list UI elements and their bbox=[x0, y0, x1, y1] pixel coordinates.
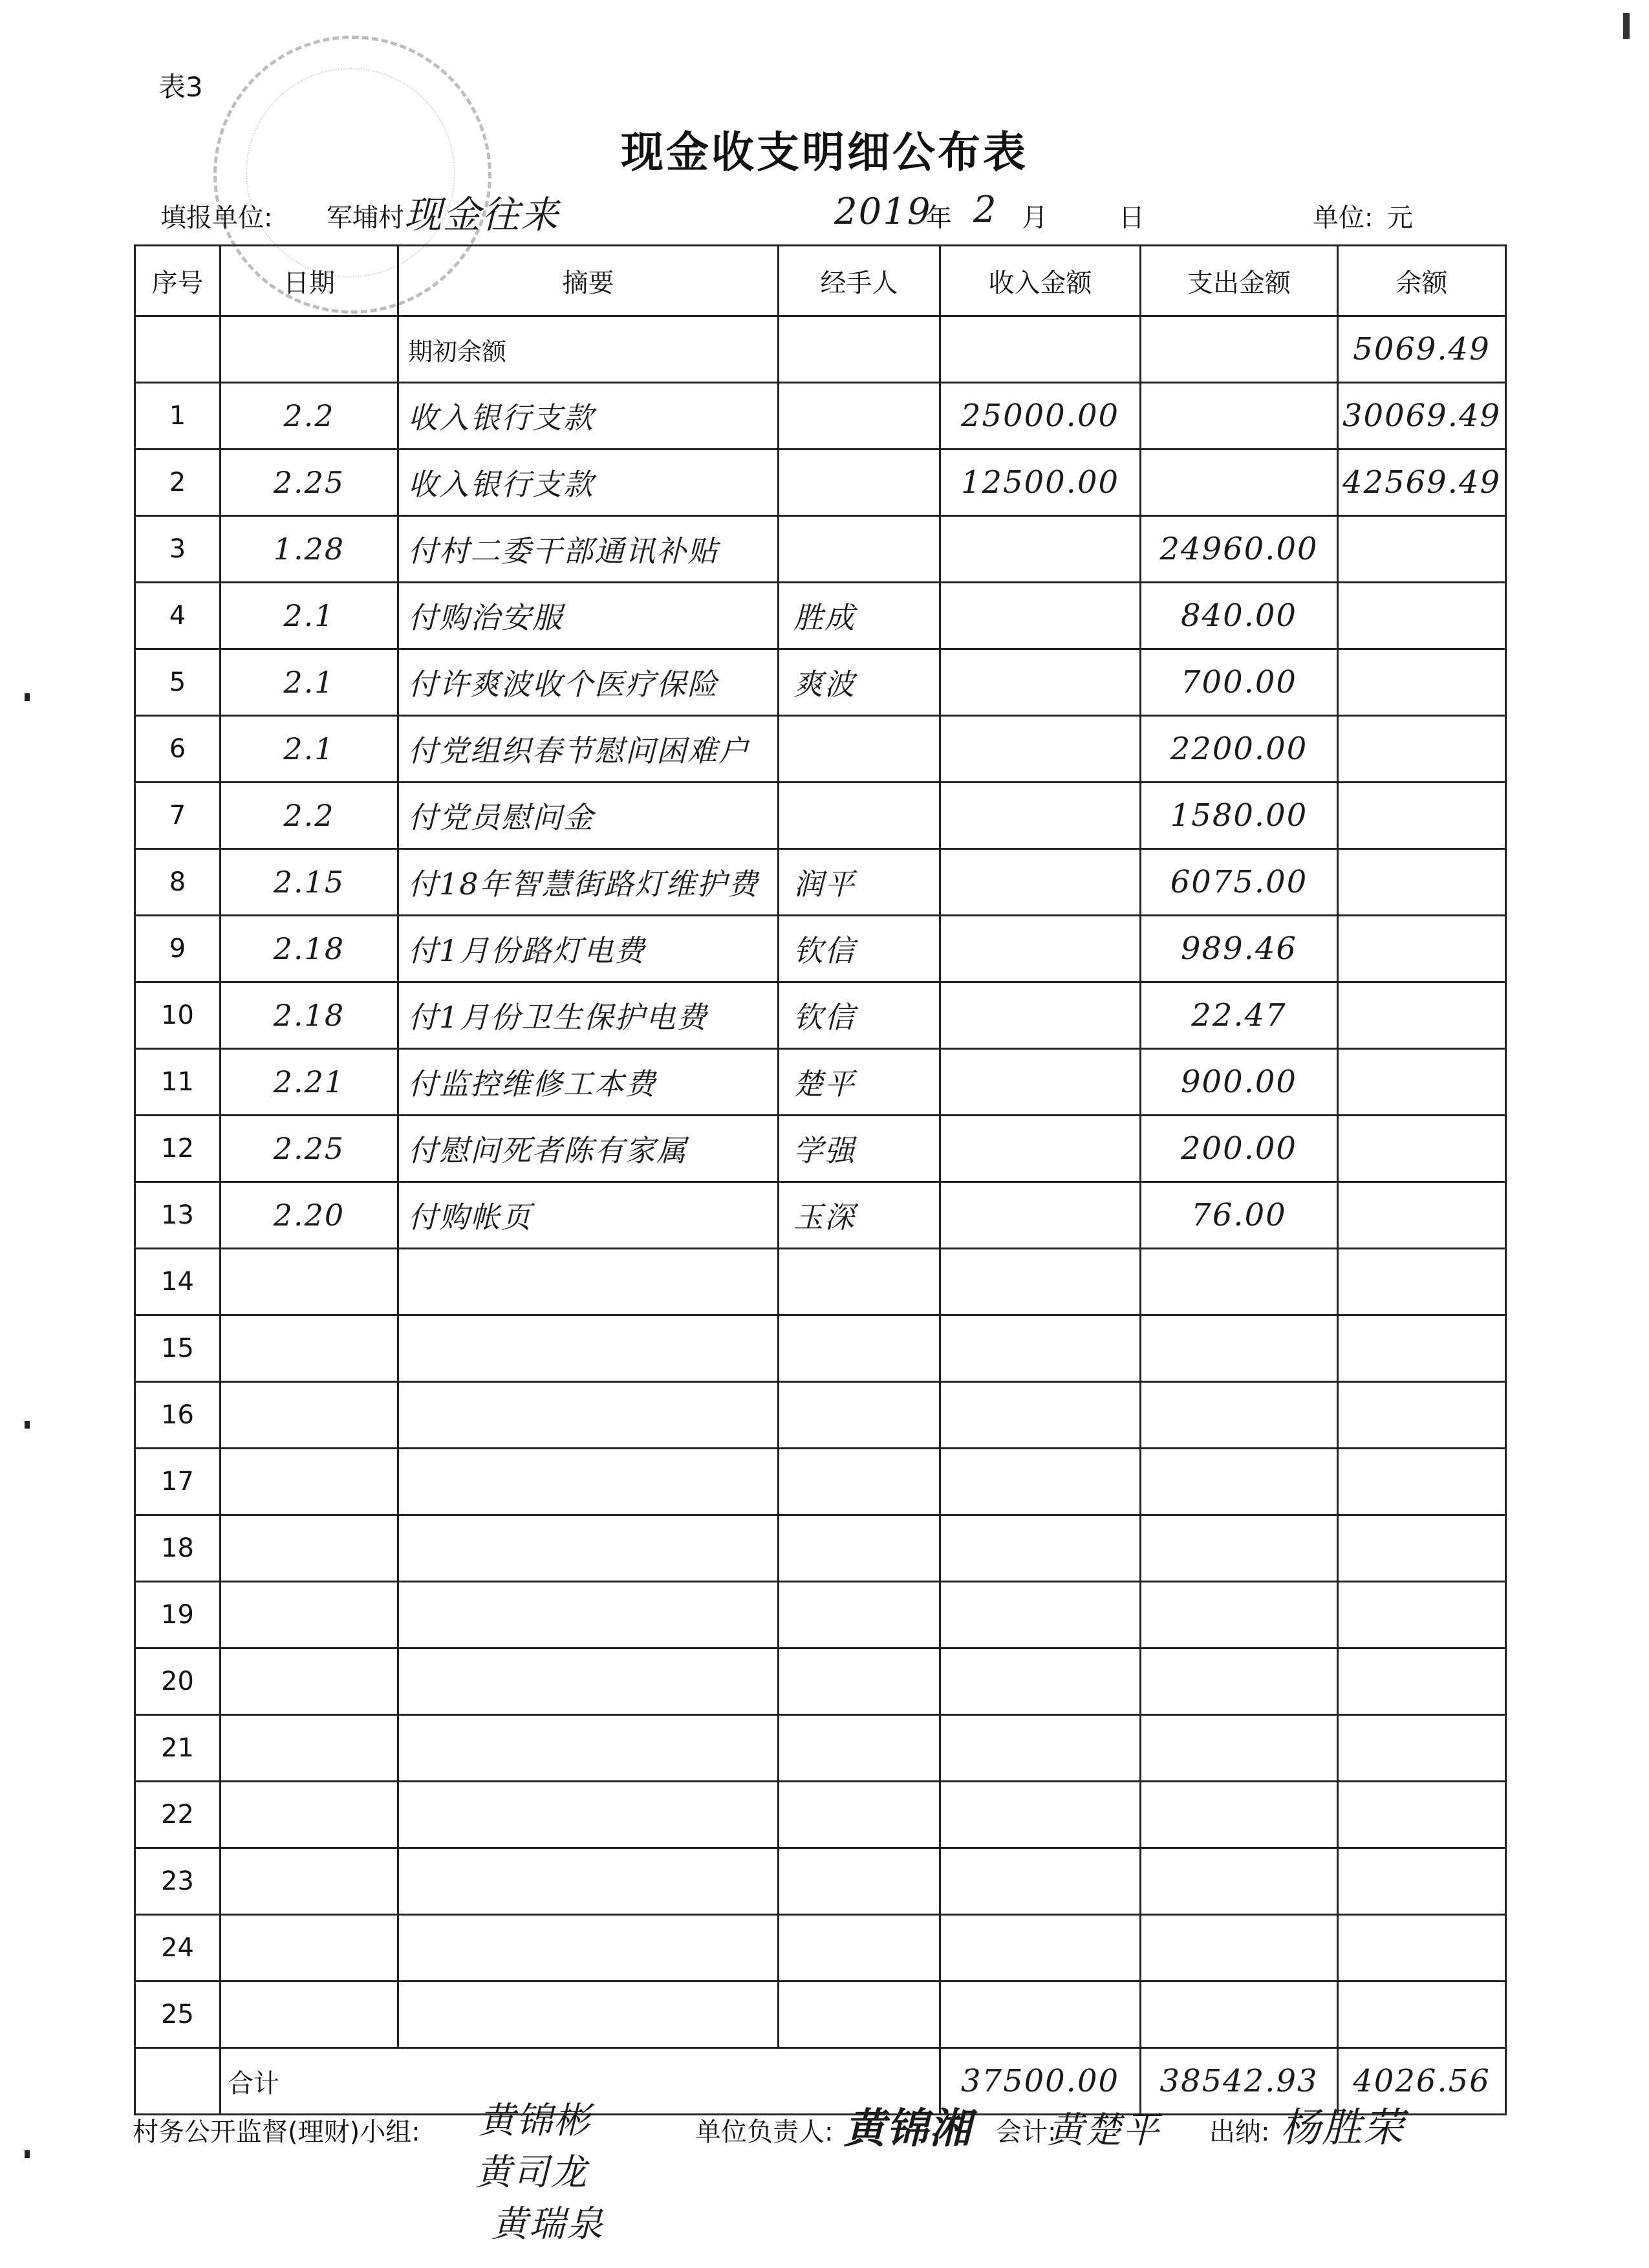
table-row bbox=[135, 1515, 1506, 1582]
cell-no: 16 bbox=[135, 1382, 221, 1449]
cell-date bbox=[221, 1715, 398, 1782]
cell-balance bbox=[1338, 1648, 1506, 1715]
cell-income bbox=[940, 316, 1141, 383]
cell-income bbox=[940, 1782, 1141, 1848]
cell-balance bbox=[1338, 1249, 1506, 1315]
month-value: 2 bbox=[973, 189, 998, 231]
cell-summary bbox=[398, 1648, 779, 1715]
cell-summary: 付党员慰问金 bbox=[398, 783, 779, 849]
cell-summary bbox=[398, 1382, 779, 1449]
cell-balance bbox=[1338, 1915, 1506, 1982]
reporting-unit-label: 填报单位: bbox=[160, 203, 273, 233]
cell-no: 15 bbox=[135, 1315, 221, 1382]
cell-no: 5 bbox=[135, 649, 221, 716]
cell-balance bbox=[1338, 1982, 1506, 2048]
cell-date: 1.28 bbox=[221, 516, 398, 583]
cell-handler bbox=[779, 1315, 940, 1382]
cell-handler bbox=[779, 1782, 940, 1848]
cell-no: 11 bbox=[135, 1049, 221, 1116]
cell-date bbox=[221, 1582, 398, 1648]
cell-handler: 胜成 bbox=[779, 583, 940, 649]
cell-no: 6 bbox=[135, 716, 221, 783]
cell-expense bbox=[1141, 1648, 1338, 1715]
opening-summary: 期初余额 bbox=[398, 316, 779, 383]
cell-date: 2.18 bbox=[221, 982, 398, 1049]
cell-balance bbox=[1338, 649, 1506, 716]
cell-handler bbox=[779, 1915, 940, 1982]
cell-summary bbox=[398, 1515, 779, 1582]
table-row bbox=[135, 1116, 1506, 1182]
cell-balance bbox=[1338, 982, 1506, 1049]
cell-summary: 付许爽波收个医疗保险 bbox=[398, 649, 779, 716]
table-row bbox=[135, 1382, 1506, 1449]
col-header-balance: 余额 bbox=[1338, 246, 1506, 316]
cell-no: 1 bbox=[135, 383, 221, 449]
cell-summary bbox=[398, 1982, 779, 2048]
cell-no bbox=[135, 2048, 221, 2115]
unit-leader-label: 单位负责人: bbox=[695, 2117, 834, 2147]
cell-summary bbox=[398, 1315, 779, 1382]
table-row bbox=[135, 1982, 1506, 2048]
table-row bbox=[135, 1715, 1506, 1782]
cell-balance bbox=[1338, 1382, 1506, 1449]
cell-handler bbox=[779, 1449, 940, 1515]
reporting-unit-value: 军埔村 bbox=[327, 203, 404, 233]
cell-balance bbox=[1338, 716, 1506, 783]
cell-date bbox=[221, 1315, 398, 1382]
cell-summary: 付1月份路灯电费 bbox=[398, 916, 779, 982]
cell-summary bbox=[398, 1715, 779, 1782]
accountant-label: 会计: bbox=[996, 2117, 1057, 2147]
cell-income bbox=[940, 1848, 1141, 1915]
cell-summary: 付购治安服 bbox=[398, 583, 779, 649]
cell-no: 23 bbox=[135, 1848, 221, 1915]
cell-date bbox=[221, 316, 398, 383]
cell-expense bbox=[1141, 449, 1338, 516]
cell-expense: 22.47 bbox=[1141, 982, 1338, 1049]
table-row bbox=[135, 1449, 1506, 1515]
cell-summary: 付监控维修工本费 bbox=[398, 1049, 779, 1116]
cell-expense: 1580.00 bbox=[1141, 783, 1338, 849]
cell-no: 13 bbox=[135, 1182, 221, 1249]
table-header-row bbox=[135, 246, 1506, 316]
table-row bbox=[135, 783, 1506, 849]
cell-no bbox=[135, 316, 221, 383]
cell-income bbox=[940, 982, 1141, 1049]
cell-no: 8 bbox=[135, 849, 221, 916]
table-row bbox=[135, 1915, 1506, 1982]
cell-handler bbox=[779, 1715, 940, 1782]
cell-summary: 付村二委干部通讯补贴 bbox=[398, 516, 779, 583]
cell-summary: 付18年智慧街路灯维护费 bbox=[398, 849, 779, 916]
cell-balance bbox=[1338, 516, 1506, 583]
cell-expense bbox=[1141, 1848, 1338, 1915]
cell-no: 25 bbox=[135, 1982, 221, 2048]
scan-dot bbox=[25, 1421, 30, 1429]
cell-income bbox=[940, 1515, 1141, 1582]
table-row bbox=[135, 1315, 1506, 1382]
table-row bbox=[135, 649, 1506, 716]
cell-date: 2.21 bbox=[221, 1049, 398, 1116]
cell-income: 12500.00 bbox=[940, 449, 1141, 516]
table-row bbox=[135, 516, 1506, 583]
cell-balance bbox=[1338, 1116, 1506, 1182]
cell-handler: 钦信 bbox=[779, 982, 940, 1049]
cell-no: 21 bbox=[135, 1715, 221, 1782]
table-row bbox=[135, 1648, 1506, 1715]
table-row bbox=[135, 1848, 1506, 1915]
cell-date bbox=[221, 1648, 398, 1715]
cell-income bbox=[940, 583, 1141, 649]
cell-date bbox=[221, 1382, 398, 1449]
table-row bbox=[135, 583, 1506, 649]
cell-expense: 76.00 bbox=[1141, 1182, 1338, 1249]
cell-income bbox=[940, 1715, 1141, 1782]
cell-date: 2.20 bbox=[221, 1182, 398, 1249]
cell-balance bbox=[1338, 1049, 1506, 1116]
table-row bbox=[135, 916, 1506, 982]
cell-income bbox=[940, 1382, 1141, 1449]
cell-summary bbox=[398, 1848, 779, 1915]
cell-handler: 学强 bbox=[779, 1116, 940, 1182]
cell-balance: 30069.49 bbox=[1338, 383, 1506, 449]
cell-summary bbox=[398, 1449, 779, 1515]
cell-no: 18 bbox=[135, 1515, 221, 1582]
cell-date: 2.15 bbox=[221, 849, 398, 916]
total-balance: 4026.56 bbox=[1338, 2048, 1506, 2115]
cell-handler: 玉深 bbox=[779, 1182, 940, 1249]
cell-no: 7 bbox=[135, 783, 221, 849]
cell-date bbox=[221, 1449, 398, 1515]
cell-balance bbox=[1338, 1315, 1506, 1382]
cell-date bbox=[221, 1782, 398, 1848]
cell-date: 2.25 bbox=[221, 449, 398, 516]
cell-no: 4 bbox=[135, 583, 221, 649]
cell-no: 9 bbox=[135, 916, 221, 982]
cell-income bbox=[940, 1049, 1141, 1116]
cell-no: 20 bbox=[135, 1648, 221, 1715]
cell-date: 2.1 bbox=[221, 716, 398, 783]
cell-income bbox=[940, 1982, 1141, 2048]
cell-summary bbox=[398, 1582, 779, 1648]
cell-no: 17 bbox=[135, 1449, 221, 1515]
scan-dot bbox=[25, 693, 30, 701]
cell-expense bbox=[1141, 1915, 1338, 1982]
cell-income bbox=[940, 783, 1141, 849]
cell-balance bbox=[1338, 1515, 1506, 1582]
cell-handler bbox=[779, 449, 940, 516]
cell-summary bbox=[398, 1782, 779, 1848]
total-expense: 38542.93 bbox=[1141, 2048, 1338, 2115]
cell-handler bbox=[779, 1515, 940, 1582]
cell-expense bbox=[1141, 1315, 1338, 1382]
supervision-member-signature: 黄锦彬 bbox=[479, 2100, 591, 2142]
cell-income bbox=[940, 1315, 1141, 1382]
cell-expense: 900.00 bbox=[1141, 1049, 1338, 1116]
cell-income: 25000.00 bbox=[940, 383, 1141, 449]
cell-summary: 付慰问死者陈有家属 bbox=[398, 1116, 779, 1182]
cell-income bbox=[940, 1182, 1141, 1249]
cell-handler: 爽波 bbox=[779, 649, 940, 716]
year-label: 年 bbox=[926, 203, 952, 233]
cell-handler bbox=[779, 516, 940, 583]
cell-income bbox=[940, 1582, 1141, 1648]
cell-balance bbox=[1338, 916, 1506, 982]
cell-expense bbox=[1141, 316, 1338, 383]
cell-date bbox=[221, 1915, 398, 1982]
cell-income bbox=[940, 916, 1141, 982]
cell-date bbox=[221, 1249, 398, 1315]
opening-balance-row bbox=[135, 316, 1506, 383]
cell-expense bbox=[1141, 1582, 1338, 1648]
scan-dot bbox=[25, 2150, 30, 2158]
cell-expense: 2200.00 bbox=[1141, 716, 1338, 783]
cell-summary bbox=[398, 1249, 779, 1315]
cash-ledger-table bbox=[134, 244, 1507, 2115]
cell-expense bbox=[1141, 1249, 1338, 1315]
cell-handler bbox=[779, 1382, 940, 1449]
cell-handler bbox=[779, 1249, 940, 1315]
cell-no: 3 bbox=[135, 516, 221, 583]
cell-handler bbox=[779, 1582, 940, 1648]
document-title: 现金收支明细公布表 bbox=[621, 127, 1028, 177]
cell-income bbox=[940, 1915, 1141, 1982]
cell-expense bbox=[1141, 1382, 1338, 1449]
cell-expense: 700.00 bbox=[1141, 649, 1338, 716]
cell-expense: 6075.00 bbox=[1141, 849, 1338, 916]
cell-summary: 付购帐页 bbox=[398, 1182, 779, 1249]
cell-income bbox=[940, 716, 1141, 783]
cell-handler: 钦信 bbox=[779, 916, 940, 982]
cell-summary bbox=[398, 1915, 779, 1982]
cell-expense: 840.00 bbox=[1141, 583, 1338, 649]
cell-expense: 989.46 bbox=[1141, 916, 1338, 982]
opening-balance: 5069.49 bbox=[1338, 316, 1506, 383]
total-income: 37500.00 bbox=[940, 2048, 1141, 2115]
cell-income bbox=[940, 1449, 1141, 1515]
cell-expense bbox=[1141, 1515, 1338, 1582]
cell-balance: 42569.49 bbox=[1338, 449, 1506, 516]
cashier-label: 出纳: bbox=[1209, 2117, 1270, 2147]
cell-expense bbox=[1141, 1715, 1338, 1782]
accountant-signature: 黄楚平 bbox=[1048, 2110, 1160, 2152]
cell-no: 2 bbox=[135, 449, 221, 516]
cell-expense bbox=[1141, 383, 1338, 449]
cell-expense: 24960.00 bbox=[1141, 516, 1338, 583]
col-header-no: 序号 bbox=[135, 246, 221, 316]
unit-leader-signature: 黄锦湘 bbox=[844, 2104, 972, 2153]
cell-handler bbox=[779, 316, 940, 383]
cashier-signature: 杨胜荣 bbox=[1280, 2104, 1405, 2151]
cell-summary: 收入银行支款 bbox=[398, 383, 779, 449]
cell-no: 19 bbox=[135, 1582, 221, 1648]
cell-income bbox=[940, 849, 1141, 916]
cell-balance bbox=[1338, 1182, 1506, 1249]
table-number: 表3 bbox=[158, 71, 203, 103]
cell-date: 2.1 bbox=[221, 649, 398, 716]
cell-balance bbox=[1338, 583, 1506, 649]
cell-balance bbox=[1338, 1582, 1506, 1648]
cell-summary: 收入银行支款 bbox=[398, 449, 779, 516]
cell-summary: 付党组织春节慰问困难户 bbox=[398, 716, 779, 783]
supervision-member-signature: 黄司龙 bbox=[475, 2152, 588, 2194]
table-row bbox=[135, 1182, 1506, 1249]
reporting-unit-note: 现金往来 bbox=[404, 193, 560, 237]
cell-no: 12 bbox=[135, 1116, 221, 1182]
table-row bbox=[135, 449, 1506, 516]
cell-handler bbox=[779, 783, 940, 849]
table-row bbox=[135, 1782, 1506, 1848]
cell-expense: 200.00 bbox=[1141, 1116, 1338, 1182]
table-row bbox=[135, 849, 1506, 916]
cell-no: 22 bbox=[135, 1782, 221, 1848]
cell-balance bbox=[1338, 1449, 1506, 1515]
cell-date: 2.2 bbox=[221, 383, 398, 449]
cell-income bbox=[940, 516, 1141, 583]
col-header-summary: 摘要 bbox=[398, 246, 779, 316]
col-header-date: 日期 bbox=[221, 246, 398, 316]
supervision-group-label: 村务公开监督(理财)小组: bbox=[133, 2117, 420, 2147]
table-row bbox=[135, 982, 1506, 1049]
cell-handler bbox=[779, 1848, 940, 1915]
cell-handler: 润平 bbox=[779, 849, 940, 916]
cell-expense bbox=[1141, 1782, 1338, 1848]
col-header-handler: 经手人 bbox=[779, 246, 940, 316]
cell-summary: 付1月份卫生保护电费 bbox=[398, 982, 779, 1049]
cell-date bbox=[221, 1982, 398, 2048]
cell-no: 24 bbox=[135, 1915, 221, 1982]
cell-expense bbox=[1141, 1449, 1338, 1515]
month-label: 月 bbox=[1022, 203, 1048, 233]
cell-income bbox=[940, 649, 1141, 716]
table-row bbox=[135, 716, 1506, 783]
col-header-expense: 支出金额 bbox=[1141, 246, 1338, 316]
cell-balance bbox=[1338, 1782, 1506, 1848]
currency-unit-label: 单位: bbox=[1313, 203, 1374, 233]
cell-income bbox=[940, 1648, 1141, 1715]
cell-no: 10 bbox=[135, 982, 221, 1049]
cell-no: 14 bbox=[135, 1249, 221, 1315]
cell-date bbox=[221, 1848, 398, 1915]
cell-handler bbox=[779, 1982, 940, 2048]
cell-date: 2.1 bbox=[221, 583, 398, 649]
cell-handler bbox=[779, 1648, 940, 1715]
year-value: 2019 bbox=[834, 191, 932, 233]
cell-date: 2.18 bbox=[221, 916, 398, 982]
col-header-income: 收入金额 bbox=[940, 246, 1141, 316]
table-row bbox=[135, 1049, 1506, 1116]
cell-date: 2.25 bbox=[221, 1116, 398, 1182]
cell-handler: 楚平 bbox=[779, 1049, 940, 1116]
table-row bbox=[135, 1249, 1506, 1315]
cell-balance bbox=[1338, 1848, 1506, 1915]
cell-balance bbox=[1338, 1715, 1506, 1782]
currency-unit-value: 元 bbox=[1387, 203, 1413, 233]
cell-income bbox=[940, 1116, 1141, 1182]
cell-date bbox=[221, 1515, 398, 1582]
table-row bbox=[135, 383, 1506, 449]
cell-date: 2.2 bbox=[221, 783, 398, 849]
cell-handler bbox=[779, 716, 940, 783]
supervision-member-signature: 黄瑞泉 bbox=[491, 2203, 604, 2245]
total-label: 合计 bbox=[221, 2048, 940, 2115]
day-label: 日 bbox=[1119, 203, 1145, 233]
cell-handler bbox=[779, 383, 940, 449]
cell-balance bbox=[1338, 849, 1506, 916]
table-row bbox=[135, 1582, 1506, 1648]
scan-mark bbox=[1623, 13, 1630, 39]
cell-income bbox=[940, 1249, 1141, 1315]
cell-balance bbox=[1338, 783, 1506, 849]
cell-expense bbox=[1141, 1982, 1338, 2048]
